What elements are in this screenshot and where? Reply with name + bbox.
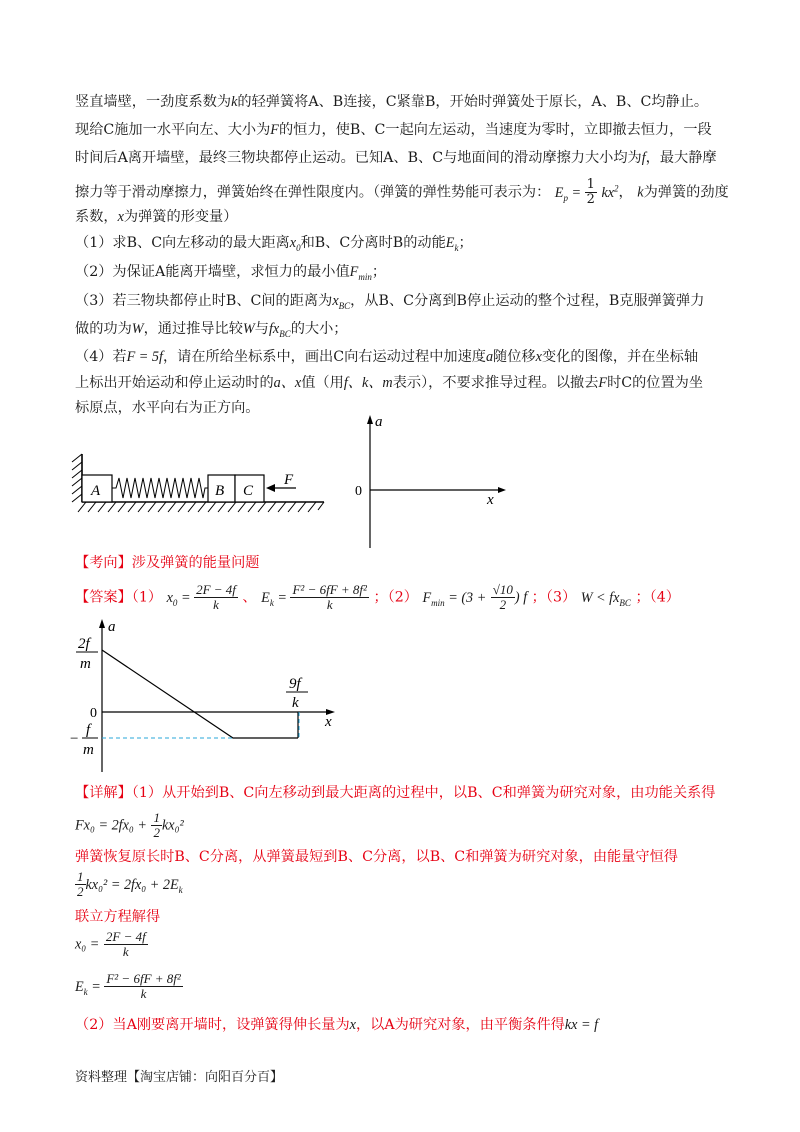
graph-a-axis-arrow [99,619,105,628]
block-b-label: B [215,483,225,499]
kaoxiang-line [75,554,259,572]
force-arrowhead [266,484,275,492]
y-bot-den: m [83,742,94,758]
detail-line-1: 【详解】（1）从开始到B、C向左移动到最大距离的过程中，以B、C和弹簧为研究对象，由功能关系得 [75,785,716,801]
answer-fmin: $F_{min} = (3$ + [422,589,487,608]
answer-compare: $W < fx_{BC}$ [580,589,631,608]
spring [112,478,208,498]
question-2: （2）为保证A能离开墙壁，求恒力的最小值$F_{min}$； [75,264,387,282]
y-top-num: 2f [78,636,90,652]
problem-line-5: 系数，x为弹簧的形变量） [75,209,238,225]
page-footer: 资料整理【淘宝店铺：向阳百分百】 [75,1070,284,1085]
wall-hatch [72,454,82,502]
y-top-den: m [80,656,91,672]
answer-tag: 【答案】 [75,589,132,606]
question-3-line-2: 做的功为W，通过推导比较W与$fx_{BC}$的大小； [75,321,348,339]
x-axis-arrow [498,487,506,493]
ep-formula: $E_p$ = [554,184,582,203]
origin-label: 0 [355,484,362,499]
a-axis-arrow [367,415,373,424]
force-label: F [284,472,294,488]
answer-graph [70,616,350,776]
block-a-label: A [91,483,101,499]
question-4-line-2: 上标出开始运动和停止运动时的a、x值（用f、k、m表示），不要求推导过程。以撤去F时C的位置为坐 [75,375,704,391]
problem-line-1: 竖直墙壁，一劲度系数为k的轻弹簧将A、B连接，C紧靠B，开始时弹簧处于原长，A、B、C均静止。 [75,94,709,110]
a-axis-label: a [375,414,383,430]
x-end-den: k [292,695,299,711]
y-bot-minus: − [70,731,79,747]
kaoxiang-tag: 【考向】 [75,555,132,571]
graph-a-label: a [108,619,116,635]
detail-eq-1: Fx₀ = 2fx₀ + $\frac{1}{2}$ kx₀² [75,810,184,840]
question-4-line-3: 标原点，水平向右为正方向。 [75,400,260,416]
detail-line-4: （2）当A刚要离开墙时，设弹簧得伸长量为x，以A为研究对象，由平衡条件得kx = f [75,1017,599,1033]
answer-line: 【答案】（1） $x_0$ = $\frac{2F - 4f}{k}$ 、 $E_k$ = $\frac{\text{F² − 6fF + 8f²}}{k}$ ；（2） $F_{min} = (3$ + $\frac{√10}{2}$ ) f ；（3） $W < fx_{BC}$ ；（4） [75,582,680,612]
kaoxiang-text: 涉及弹簧的能量问题 [131,555,260,571]
question-1: （1）求B、C向左移动的最大距离$x_0$和B、C分离时B的动能$E_k$； [75,235,473,253]
blank-axes [340,412,510,552]
x-end-num: 9f [289,676,301,692]
x-axis-label: x [487,492,494,508]
detail-eq-3: x₀ = $\frac{2F - 4f}{k}$ [75,929,146,959]
math-f: f [641,150,646,166]
graph-origin: 0 [90,706,97,721]
graph-x-label: x [325,714,332,730]
detail-eq-4: $E_k$ = $\frac{\text{F² − 6fF + 8f²}}{k}$ [75,971,181,1001]
math-k: k [231,94,238,110]
math-F: F [270,122,279,138]
answer-x0: $x_0$ = [166,589,191,608]
ground-hatch [78,502,324,512]
detail-line-3: 联立方程解得 [75,909,161,925]
half-fraction: $\frac{1}{2}$ [586,177,595,207]
detail-tag: 【详解】 [75,785,132,801]
detail-line-2: 弹簧恢复原长时B、C分离，从弹簧最短到B、C分离，以B、C和弹簧为研究对象，由能量守恒得 [75,849,678,865]
acceleration-curve [102,650,298,738]
detail-eq-2: $\frac{1}{2}$ $kx_0^2 = 2fx_0 + 2E_k$ [77,869,183,899]
problem-line-2: 现给C施加一水平向左、大小为F的恒力，使B、C一起向左运动，当速度为零时，立即撤去恒力，一段 [75,122,712,138]
question-4-line-1: （4）若F = 5f，请在所给坐标系中，画出C向右运动过程中加速度a随位移x变化的图像，并在坐标轴 [75,349,699,365]
block-c-label: C [243,483,254,499]
problem-line-3: 时间后A离开墙壁，最终三物块都停止运动。已知A、B、C与地面间的滑动摩擦力大小均为f，最大静摩 [75,150,717,166]
problem-line-4: 擦力等于滑动摩擦力，弹簧始终在弹性限度内。（弹簧的弹性势能可表示为： $E_p$ = $\frac{1}{2}$ $kx^2$， k为弹簧的劲度 [75,177,729,207]
answer-ek: $E_k$ = [261,589,287,608]
y-bot-num: f [86,722,91,738]
spring-block-diagram [68,448,330,518]
question-3-line-1: （3）若三物块都停止时B、C间的距离为$x_{BC}$，从B、C分离到B停止运动的整个过程，B克服弹簧弹力 [75,293,705,311]
